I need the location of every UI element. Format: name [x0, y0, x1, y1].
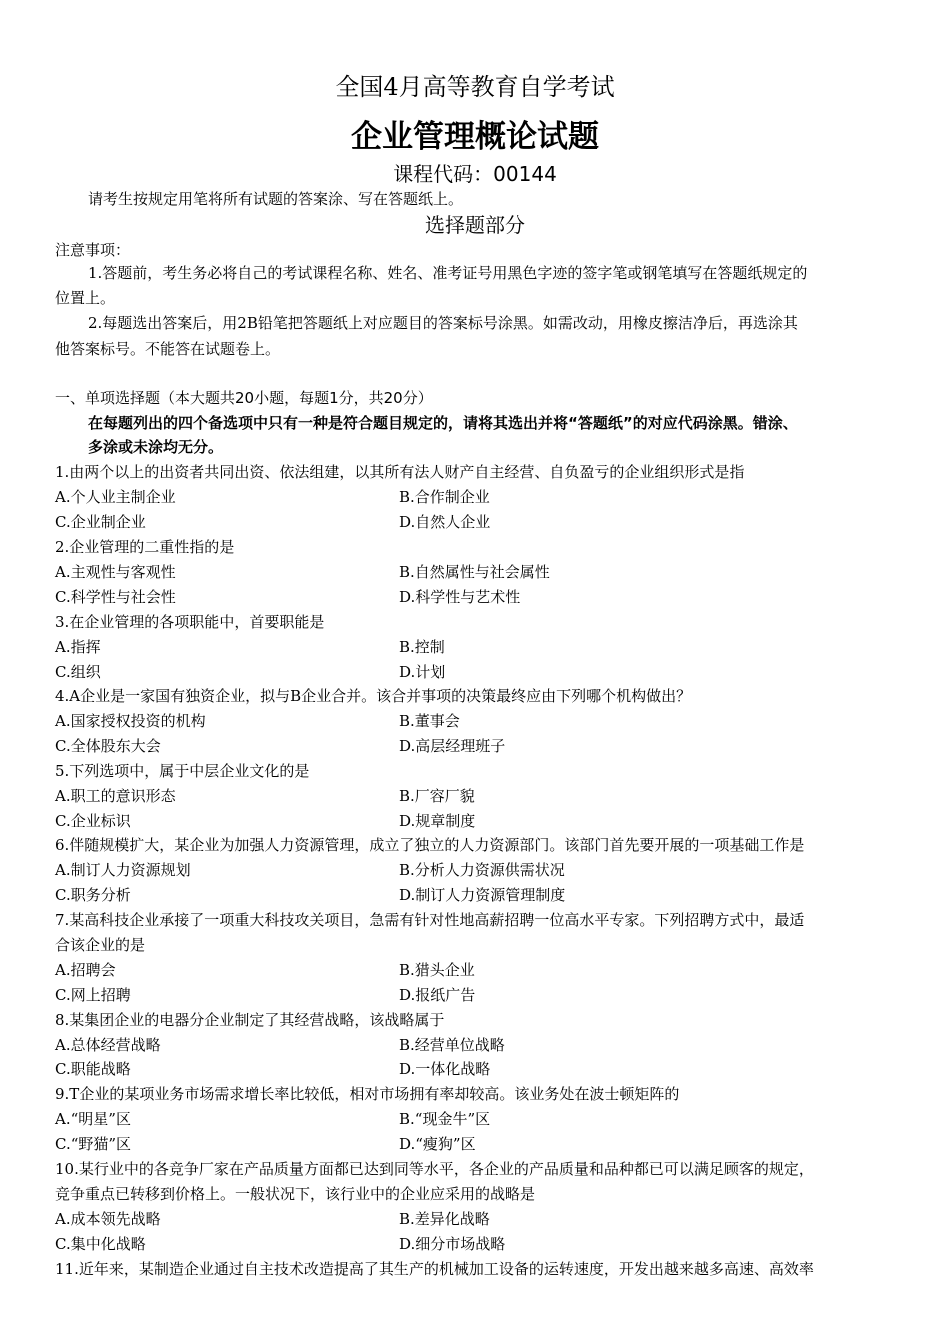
option-c: C.组织 [55, 663, 101, 681]
option-a: A.招聘会 [55, 961, 116, 979]
option-a: A.国家授权投资的机构 [55, 712, 206, 730]
option-d: D.细分市场战略 [399, 1235, 506, 1253]
option-a: A.总体经营战略 [55, 1036, 161, 1054]
option-d: D.规章制度 [399, 812, 476, 830]
option-d: D.高层经理班子 [399, 737, 506, 755]
question-stem: 11.近年来，某制造企业通过自主技术改造提高了其生产的机械加工设备的运转速度，开发出越来越多高速、高效率 [55, 1260, 814, 1278]
option-d: D.计划 [399, 663, 446, 681]
option-b: B.猎头企业 [399, 961, 475, 979]
option-d: D.科学性与艺术性 [399, 588, 521, 606]
question-stem: 2.企业管理的二重性指的是 [55, 538, 235, 556]
notice-item-1-cont: 位置上。 [55, 289, 116, 307]
option-d: D.制订人力资源管理制度 [399, 886, 566, 904]
section-title: 选择题部分 [425, 213, 525, 237]
option-a: A.个人业主制企业 [55, 488, 176, 506]
option-c: C.全体股东大会 [55, 737, 161, 755]
option-c: C.集中化战略 [55, 1235, 146, 1253]
option-b: B.合作制企业 [399, 488, 490, 506]
option-b: B.厂容厂貌 [399, 787, 475, 805]
option-a: A.指挥 [55, 638, 101, 656]
option-b: B.自然属性与社会属性 [399, 563, 550, 581]
part1-title: 一、单项选择题（本大题共20小题，每题1分，共20分） [55, 389, 433, 407]
option-b: B.“现金牛”区 [399, 1110, 491, 1128]
notice-item-1: 1.答题前，考生务必将自己的考试课程名称、姓名、准考证号用黑色字迹的签字笔或钢笔填写在答题纸规定的 [88, 264, 808, 282]
question-stem: 6.伴随规模扩大，某企业为加强人力资源管理，成立了独立的人力资源部门。该部门首先要开展的一项基础工作是 [55, 836, 805, 854]
course-code: 课程代码：00144 [393, 162, 557, 186]
option-b: B.董事会 [399, 712, 460, 730]
question-stem: 10.某行业中的各竞争厂家在产品质量方面都已达到同等水平，各企业的产品质量和品种都已可以满足顾客的规定， [55, 1160, 814, 1178]
option-d: D.“瘦狗”区 [399, 1135, 476, 1153]
option-c: C.“野猫”区 [55, 1135, 132, 1153]
question-stem-cont: 合该企业的是 [55, 936, 146, 954]
question-stem: 8.某集团企业的电器分企业制定了其经营战略，该战略属于 [55, 1011, 445, 1029]
option-c: C.网上招聘 [55, 986, 131, 1004]
option-d: D.自然人企业 [399, 513, 491, 531]
option-a: A.职工的意识形态 [55, 787, 176, 805]
option-a: A.主观性与客观性 [55, 563, 176, 581]
option-c: C.企业制企业 [55, 513, 146, 531]
question-stem-cont: 竞争重点已转移到价格上。一般状况下，该行业中的企业应采用的战略是 [55, 1185, 536, 1203]
option-c: C.职能战略 [55, 1060, 131, 1078]
option-a: A.“明星”区 [55, 1110, 131, 1128]
option-c: C.职务分析 [55, 886, 131, 904]
question-stem: 4.A企业是一家国有独资企业，拟与B企业合并。该合并事项的决策最终应由下列哪个机构做出？ [55, 687, 692, 705]
option-b: B.差异化战略 [399, 1210, 490, 1228]
question-stem: 5.下列选项中，属于中层企业文化的是 [55, 762, 310, 780]
question-stem: 9.T企业的某项业务市场需求增长率比较低，相对市场拥有率却较高。该业务处在波士顿矩阵的 [55, 1085, 680, 1103]
question-stem: 3.在企业管理的各项职能中，首要职能是 [55, 613, 325, 631]
part1-desc-cont: 多涂或未涂均无分。 [88, 438, 224, 456]
option-d: D.一体化战略 [399, 1060, 491, 1078]
option-b: B.经营单位战略 [399, 1036, 505, 1054]
option-d: D.报纸广告 [399, 986, 476, 1004]
part1-desc: 在每题列出的四个备选项中只有一种是符合题目规定的，请将其选出并将“答题纸”的对应代码涂黑。错涂、 [88, 414, 798, 432]
paper-title: 企业管理概论试题 [351, 119, 599, 155]
question-stem: 1.由两个以上的出资者共同出资、依法组建，以其所有法人财产自主经营、自负盈亏的企业组织形式是指 [55, 463, 745, 481]
option-b: B.控制 [399, 638, 445, 656]
answer-instruction: 请考生按规定用笔将所有试题的答案涂、写在答题纸上。 [88, 190, 464, 208]
notice-item-2: 2.每题选出答案后，用2B铅笔把答题纸上对应题目的答案标号涂黑。如需改动，用橡皮擦洁净后，再选涂其 [88, 314, 798, 332]
option-a: A.制订人力资源规划 [55, 861, 191, 879]
notice-title: 注意事项： [55, 241, 131, 259]
notice-item-2-cont: 他答案标号。不能答在试题卷上。 [55, 340, 281, 358]
option-c: C.企业标识 [55, 812, 131, 830]
option-b: B.分析人力资源供需状况 [399, 861, 565, 879]
question-stem: 7.某高科技企业承接了一项重大科技攻关项目，急需有针对性地高薪招聘一位高水平专家。下列招聘方式中，最适 [55, 911, 805, 929]
option-a: A.成本领先战略 [55, 1210, 161, 1228]
exam-title: 全国4月高等教育自学考试 [335, 73, 615, 101]
option-c: C.科学性与社会性 [55, 588, 176, 606]
